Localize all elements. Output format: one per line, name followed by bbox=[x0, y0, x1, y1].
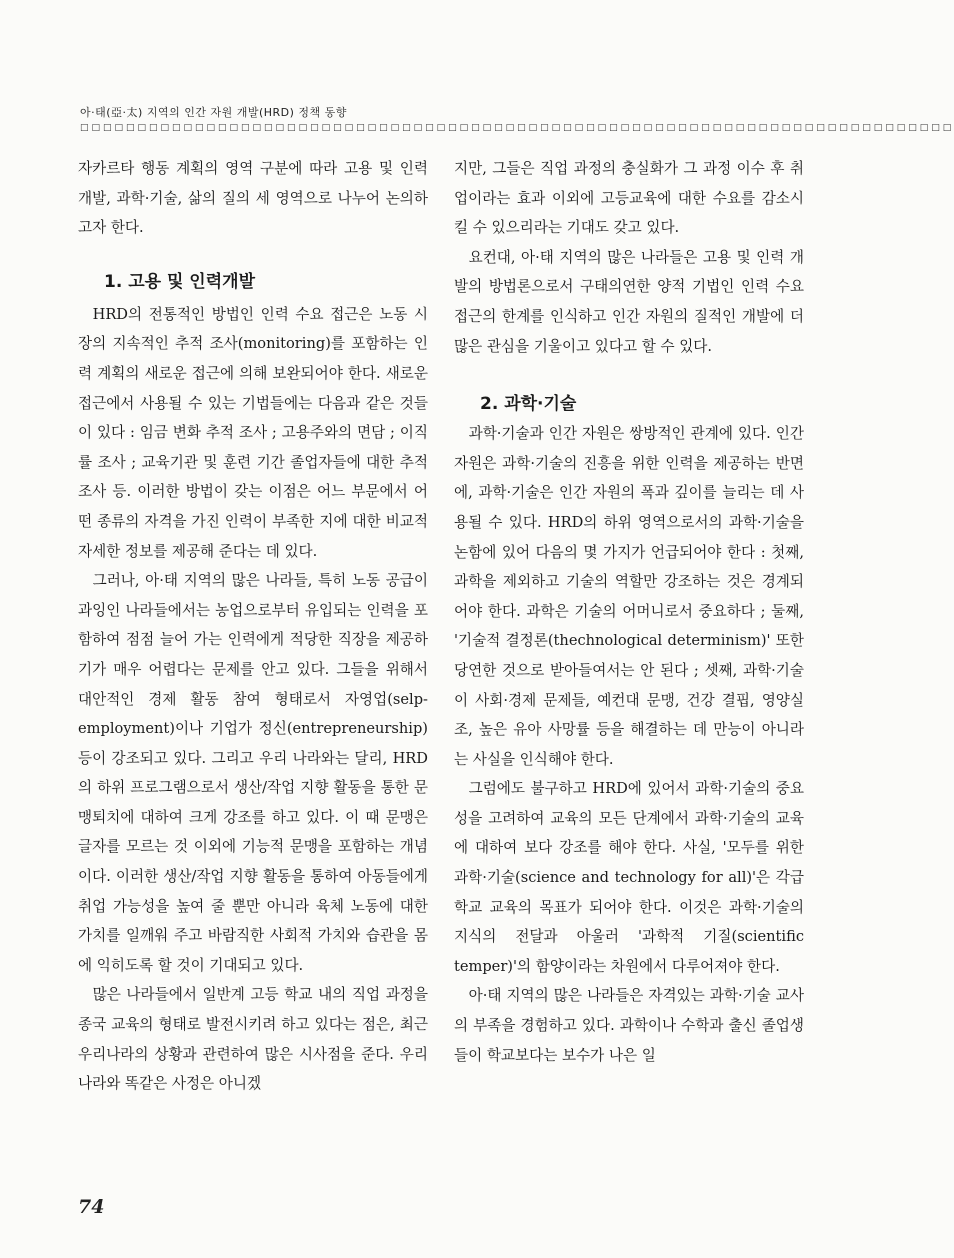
right-column bbox=[454, 154, 804, 1070]
paragraph: 아·태 지역의 많은 나라들은 자격있는 과학·기술 교사의 부족을 경험하고 있다. 과학이나 수학과 출신 졸업생들이 학교보다는 보수가 나은 일 bbox=[454, 987, 804, 1064]
paragraph: HRD의 전통적인 방법인 인력 수요 접근은 노동 시장의 지속적인 추적 조사(monitoring)를 포함하는 인력 계획의 새로운 접근에 의해 보완되어야 한다. 새로운 접근에서 사용될 수 있는 기법들에는 다음과 같은 것들이 있다 : 임금 변화 추적 조사 ; 고용주와의 면담 ; 이직률 조사 ; 교육기관 및 훈련 기간 졸업자들에 대한 추적 조사 등. 이러한 방법이 갖는 이점은 어느 부문에서 어떤 종류의 자격을 가진 인력이 부족한 지에 대한 비교적 자세한 정보를 제공해 준다는 데 있다. bbox=[78, 305, 428, 560]
paragraph: 과학·기술과 인간 자원은 쌍방적인 관계에 있다. 인간 자원은 과학·기술의 진흥을 위한 인력을 제공하는 반면에, 과학·기술은 인간 자원의 폭과 깊이를 늘리는 데 사용될 수 있다. HRD의 하위 영역으로서의 과학·기술을 논함에 있어 다음의 몇 가지가 언급되어야 한다 : 첫째, 과학을 제외하고 기술의 역할만 강조하는 것은 경계되어야 한다. 과학은 기술의 어머니로서 중요하다 ; 둘째, '기술적 결정론(thechnological determinism)' 또한 당연한 것으로 받아들여서는 안 된다 ; 셋째, 과학·기술이 사회·경제 문제들, 예컨대 문맹, 건강 결핍, 영양실조, 높은 유아 사망률 등을 해결하는 데 만능이 아니라는 사실을 인식해야 한다. bbox=[454, 425, 804, 768]
paragraph: 요컨대, 아·태 지역의 많은 나라들은 고용 및 인력 개발의 방법론으로서 구태의연한 양적 기법인 인력 수요 접근의 한계를 인식하고 인간 자원의 질적인 개발에 더 많은 관심을 기울이고 있다고 할 수 있다. bbox=[454, 248, 804, 355]
paragraph: 지만, 그들은 직업 과정의 충실화가 그 과정 이수 후 취업이라는 효과 이외에 고등교육에 대한 수요를 감소시킬 수 있으리라는 기대도 갖고 있다. bbox=[454, 160, 804, 237]
paragraph: 그러나, 아·태 지역의 많은 나라들, 특히 노동 공급이 과잉인 나라들에서는 농업으로부터 유입되는 인력을 포함하여 점점 늘어 가는 인력에게 적당한 직장을 제공하기가 매우 어렵다는 문제를 안고 있다. 그들을 위해서 대안적인 경제 활동 참여 형태로서 자영업(selp-employment)이나 기업가 정신(entrepreneurship) 등이 강조되고 있다. 그리고 우리 나라와는 달리, HRD의 하위 프로그램으로서 생산/작업 지향 활동을 통한 문맹퇴치에 대하여 크게 강조를 하고 있다. 이 때 문맹은 글자를 모르는 것 이외에 기능적 문맹을 포함하는 개념이다. 이러한 생산/작업 지향 활동을 통하여 아동들에게 취업 가능성을 높여 줄 뿐만 아니라 육체 노동에 대한 가치를 일깨워 주고 바람직한 사회적 가치와 습관을 몸에 익히도록 할 것이 기대되고 있다. bbox=[78, 572, 428, 974]
paragraph: 많은 나라들에서 일반계 고등 학교 내의 직업 과정을 종국 교육의 형태로 발전시키려 하고 있다는 점은, 최근 우리나라의 상황과 관련하여 많은 시사점을 준다. 우리 나라와 똑같은 사정은 아니겠 bbox=[78, 986, 428, 1093]
section-heading-science-technology: 2. 과학·기술 bbox=[480, 394, 577, 415]
paragraph: 자카르타 행동 계획의 영역 구분에 따라 고용 및 인력 개발, 과학·기술, 삶의 질의 세 영역으로 나누어 논의하고자 한다. bbox=[78, 160, 428, 237]
section-heading-employment: 1. 고용 및 인력개발 bbox=[104, 271, 255, 292]
running-header: 아·태(亞·太) 지역의 인간 자원 개발(HRD) 정책 동향 bbox=[80, 106, 347, 119]
page-number: 74 bbox=[78, 1196, 105, 1218]
paragraph: 그럼에도 불구하고 HRD에 있어서 과학·기술의 중요성을 고려하여 교육의 모든 단계에서 과학·기술의 교육에 대하여 보다 강조를 해야 한다. 사실, '모두를 위한 과학·기술(science and technology for all)'은 각급학교 교육의 목표가 되어야 한다. 이것은 과학·기술의 지식의 전달과 아울러 '과학적 기질(scientific temper)'의 함양이라는 차원에서 다루어져야 한다. bbox=[454, 780, 804, 975]
left-column bbox=[78, 154, 428, 1099]
decorative-square-rule: □□□□□□□□□□□□□□□□□□□□□□□□□□□□□□□□□□□□□□□□□□□□□□□□□□□□□□□□□□□□□□□□□□□□□□□□□□□□ bbox=[80, 123, 954, 133]
